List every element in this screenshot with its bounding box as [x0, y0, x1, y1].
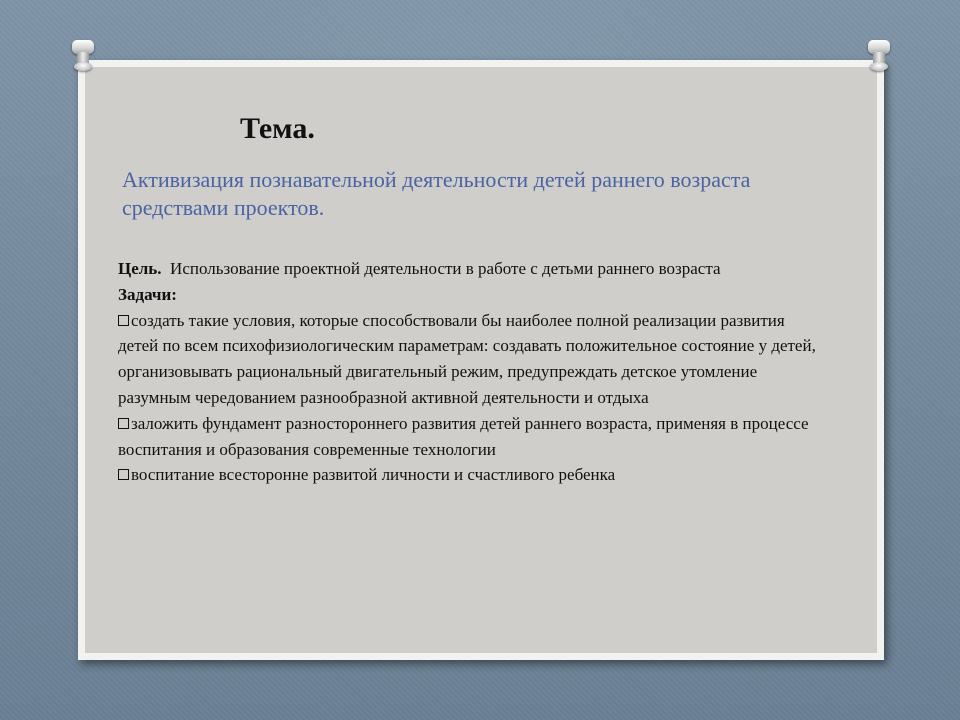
task-item-3: [118, 462, 818, 488]
goal-text: Использование проектной деятельности в работе с детьми раннего возраста: [170, 259, 721, 278]
checkbox-bullet-icon: [118, 418, 129, 429]
task-text: создать такие условия, которые способствовали бы наиболее полной реализации развития детей по всем психофизиологическим параметрам: создавать положительное состояние у детей, организовывать рациональный двигательный режим, предупреждать детское утомление разумным чередованием разнообразной активной деятельности и отдыха: [118, 310, 816, 407]
slide-title: Тема.: [240, 112, 315, 145]
pushpin-icon: [72, 40, 94, 72]
tasks-heading: Задачи:: [118, 284, 177, 304]
task-item-2: [118, 411, 818, 463]
task-item-1: [118, 308, 818, 411]
task-text: воспитание всесторонне развитой личности и счастливого ребенка: [131, 465, 616, 485]
slide-body: [118, 256, 818, 488]
goal-paragraph: [118, 256, 818, 282]
task-text: заложить фундамент разностороннего развития детей раннего возраста, применяя в процессе воспитания и образования современные технологии: [118, 413, 809, 459]
pushpin-icon: [868, 40, 890, 72]
checkbox-bullet-icon: [118, 315, 129, 326]
slide-subtitle: Активизация познавательной деятельности детей раннего возраста средствами проектов.: [122, 167, 751, 220]
goal-label: Цель.: [118, 259, 162, 278]
checkbox-bullet-icon: [118, 469, 129, 480]
